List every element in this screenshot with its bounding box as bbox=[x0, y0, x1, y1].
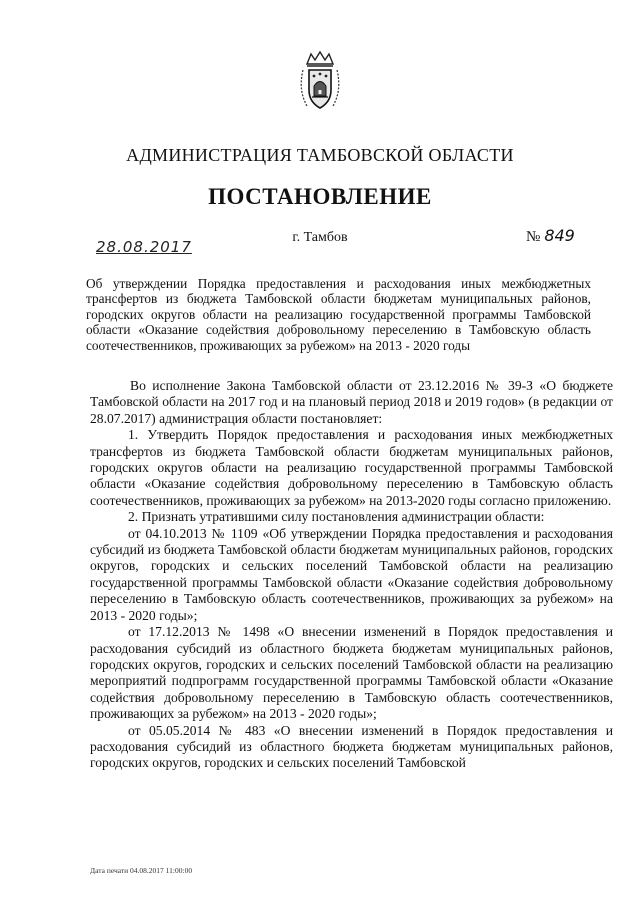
repealed-act-1: от 04.10.2013 № 1109 «Об утверждении Порядка предоставления и расходования субсидий из бюджета Тамбовской области бюджетам муниципальных районов, городских округов, городских и сельских поселений Тамбовской области на реализацию государственной программы Тамбовской области «Оказание содействия добровольному переселению в Тамбовскую область соотечественников, проживающих за рубежом» на 2013 - 2020 годы»; bbox=[90, 525, 613, 623]
print-date-footer: Дата печати 04.08.2017 11:00:00 bbox=[90, 866, 193, 875]
document-type-heading: ПОСТАНОВЛЕНИЕ bbox=[208, 184, 432, 209]
item-2-paragraph: 2. Признать утратившими силу постановления администрации области: bbox=[128, 509, 545, 525]
city-label: г. Тамбов bbox=[292, 230, 348, 245]
document-number bbox=[526, 226, 575, 246]
document-subject: Об утверждении Порядка предоставления и расходования иных межбюджетных трансфертов из бюджета Тамбовской области бюджетам муниципальных районов, городских округов области на реализацию государственной программы Тамбовской области «Оказание содействия добровольному переселению в Тамбовскую область соотечественников, проживающих за рубежом» на 2013 - 2020 годы bbox=[86, 276, 591, 353]
number-prefix: № bbox=[526, 229, 541, 245]
repealed-act-3: от 05.05.2014 № 483 «О внесении изменений в Порядок предоставления и расходования субсидий из областного бюджета бюджетам муниципальных районов, городских округов, городских и сельских поселений Тамбовской bbox=[90, 722, 613, 771]
preamble-paragraph: Во исполнение Закона Тамбовской области от 23.12.2016 № 39-З «О бюджете Тамбовской области на 2017 год и на плановый период 2018 и 2019 годов» (в редакции от 28.07.2017) администрация области постановляет: bbox=[90, 378, 613, 426]
handwritten-number: 849 bbox=[544, 226, 575, 245]
handwritten-date: 28.08.2017 bbox=[96, 238, 192, 256]
administration-title: АДМИНИСТРАЦИЯ ТАМБОВСКОЙ ОБЛАСТИ bbox=[126, 145, 514, 165]
repealed-act-2: от 17.12.2013 № 1498 «О внесении изменений в Порядок предоставления и расходования субсидий из областного бюджета бюджетам муниципальных районов, городских округов, городских и сельских поселений Тамбовской области на реализацию мероприятий подпрограмм государственной программы Тамбовской области «Оказание содействия добровольному переселению в Тамбовскую область соотечественников, проживающих за рубежом» на 2013 - 2020 годы»; bbox=[90, 624, 613, 722]
coat-of-arms-icon bbox=[297, 50, 343, 114]
document-body bbox=[90, 378, 613, 772]
item-1-paragraph: 1. Утвердить Порядок предоставления и расходования иных межбюджетных трансфертов из бюджета Тамбовской области бюджетам муниципальных районов, городских округов области на реализацию государственной программы Тамбовской области «Оказание содействия добровольному переселению в Тамбовскую область соотечественников, проживающих за рубежом» на 2013-2020 годы согласно приложению. bbox=[90, 427, 613, 508]
